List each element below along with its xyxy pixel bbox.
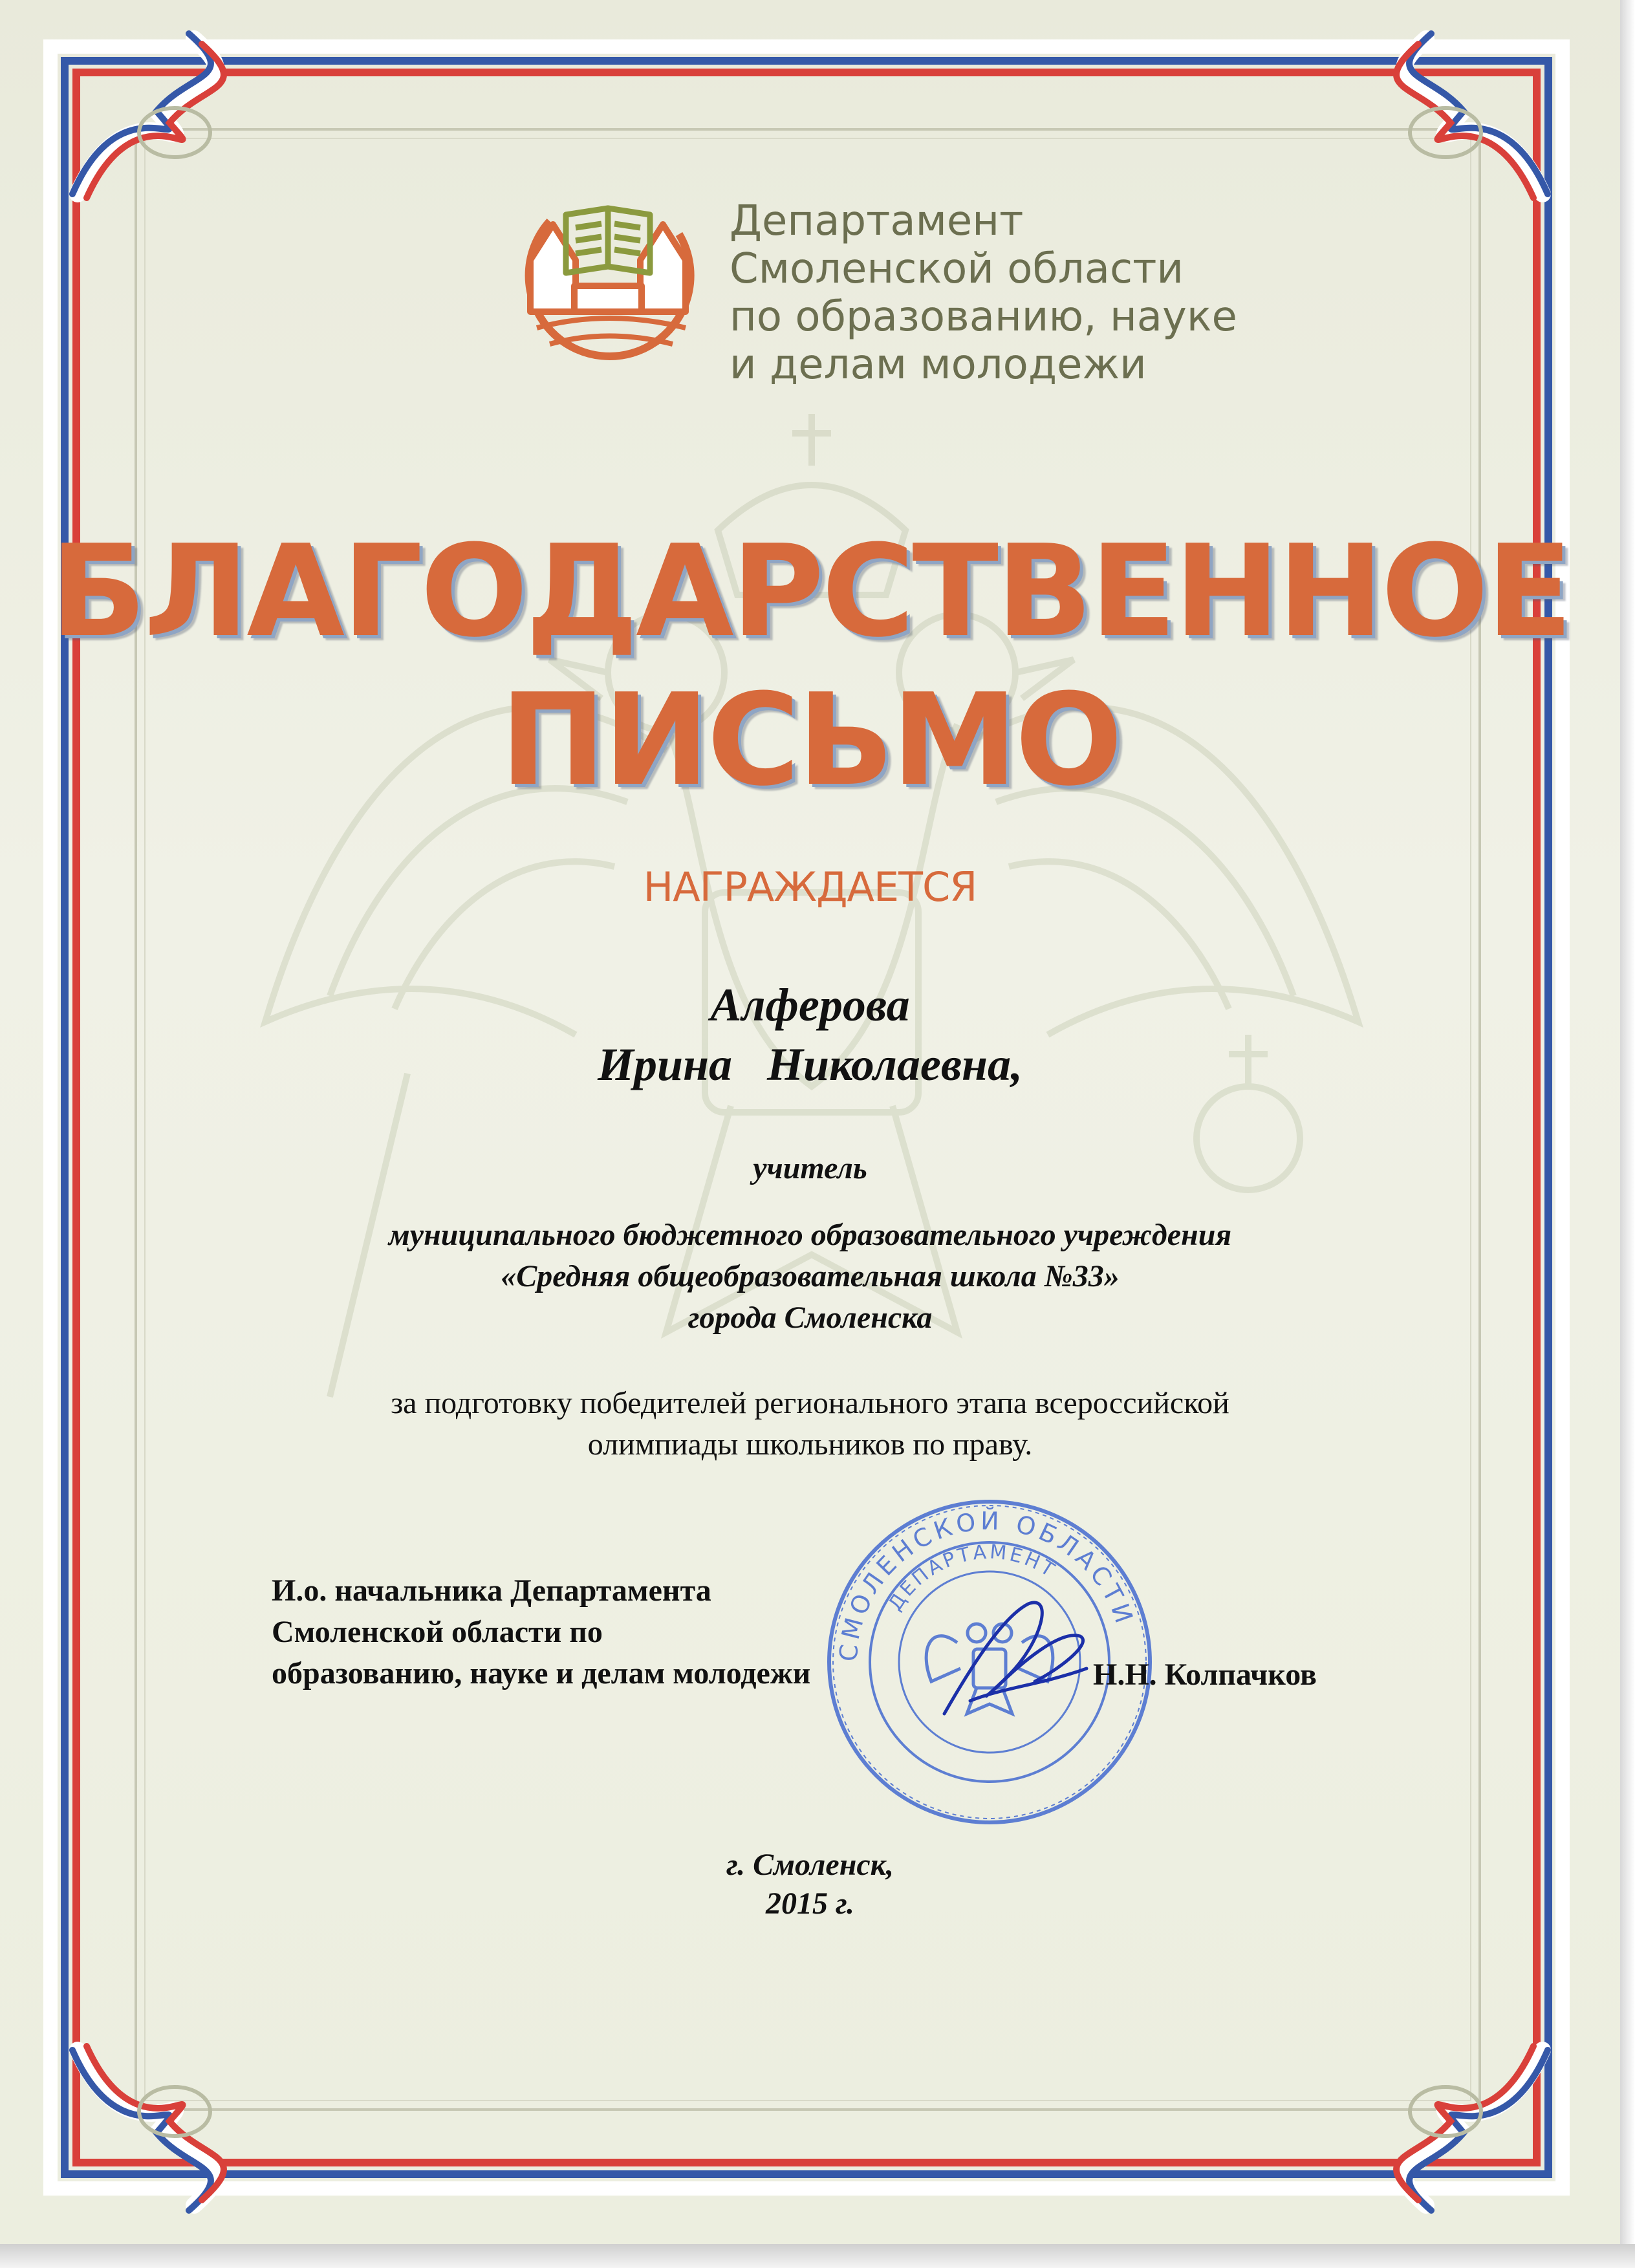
logo-line-3: по образованию, науке <box>730 293 1237 341</box>
title-line-1: БЛАГОДАРСТВЕННОЕ <box>50 518 1570 665</box>
title-line-2: ПИСЬМО <box>500 667 1120 814</box>
handwritten-signature <box>931 1591 1099 1733</box>
city: г. Смоленск, <box>726 1848 894 1882</box>
organization-line-1: муниципального бюджетного образовательного учреждения <box>388 1218 1232 1252</box>
reason-line-2: олимпиады школьников по праву. <box>587 1427 1033 1462</box>
recipient-surname: Алферова <box>710 979 910 1031</box>
scan-edge-right <box>1620 0 1635 2268</box>
signatory-title-line-1: И.о. начальника Департамента <box>272 1573 711 1608</box>
recipient-given-names <box>0 1035 1620 1094</box>
organization-line-2: «Средняя общеобразовательная школа №33» <box>501 1259 1120 1293</box>
year: 2015 г. <box>765 1886 855 1921</box>
signatory-name: Н.Н. Колпачков <box>1093 1658 1317 1692</box>
book-castle-logo-icon <box>511 189 705 370</box>
signatory-title <box>272 1570 810 1694</box>
reason-line-1: за подготовку победителей регионального этапа всероссийской <box>391 1386 1229 1420</box>
position: учитель <box>753 1151 867 1185</box>
logo-line-4: и делам молодежи <box>730 341 1147 389</box>
signatory-title-line-3: образованию, науке и делам молодежи <box>272 1656 811 1690</box>
scan-edge-bottom <box>0 2244 1635 2268</box>
signatory-title-line-2: Смоленской области по <box>272 1615 603 1649</box>
stamp-outer-text: СМОЛЕНСКОЙ ОБЛАСТИ <box>834 1506 1140 1663</box>
logo-line-2: Смоленской области <box>730 245 1184 293</box>
logo-line-1: Департамент <box>730 197 1024 245</box>
recipient-given-names-text: Ирина Николаевна, <box>597 1039 1023 1090</box>
stamp-inner-text: ДЕПАРТАМЕНТ <box>883 1540 1061 1615</box>
department-name <box>730 197 1237 389</box>
organization-line-3: города Смоленска <box>688 1301 933 1335</box>
awarded-label: НАГРАЖДАЕТСЯ <box>643 863 977 911</box>
